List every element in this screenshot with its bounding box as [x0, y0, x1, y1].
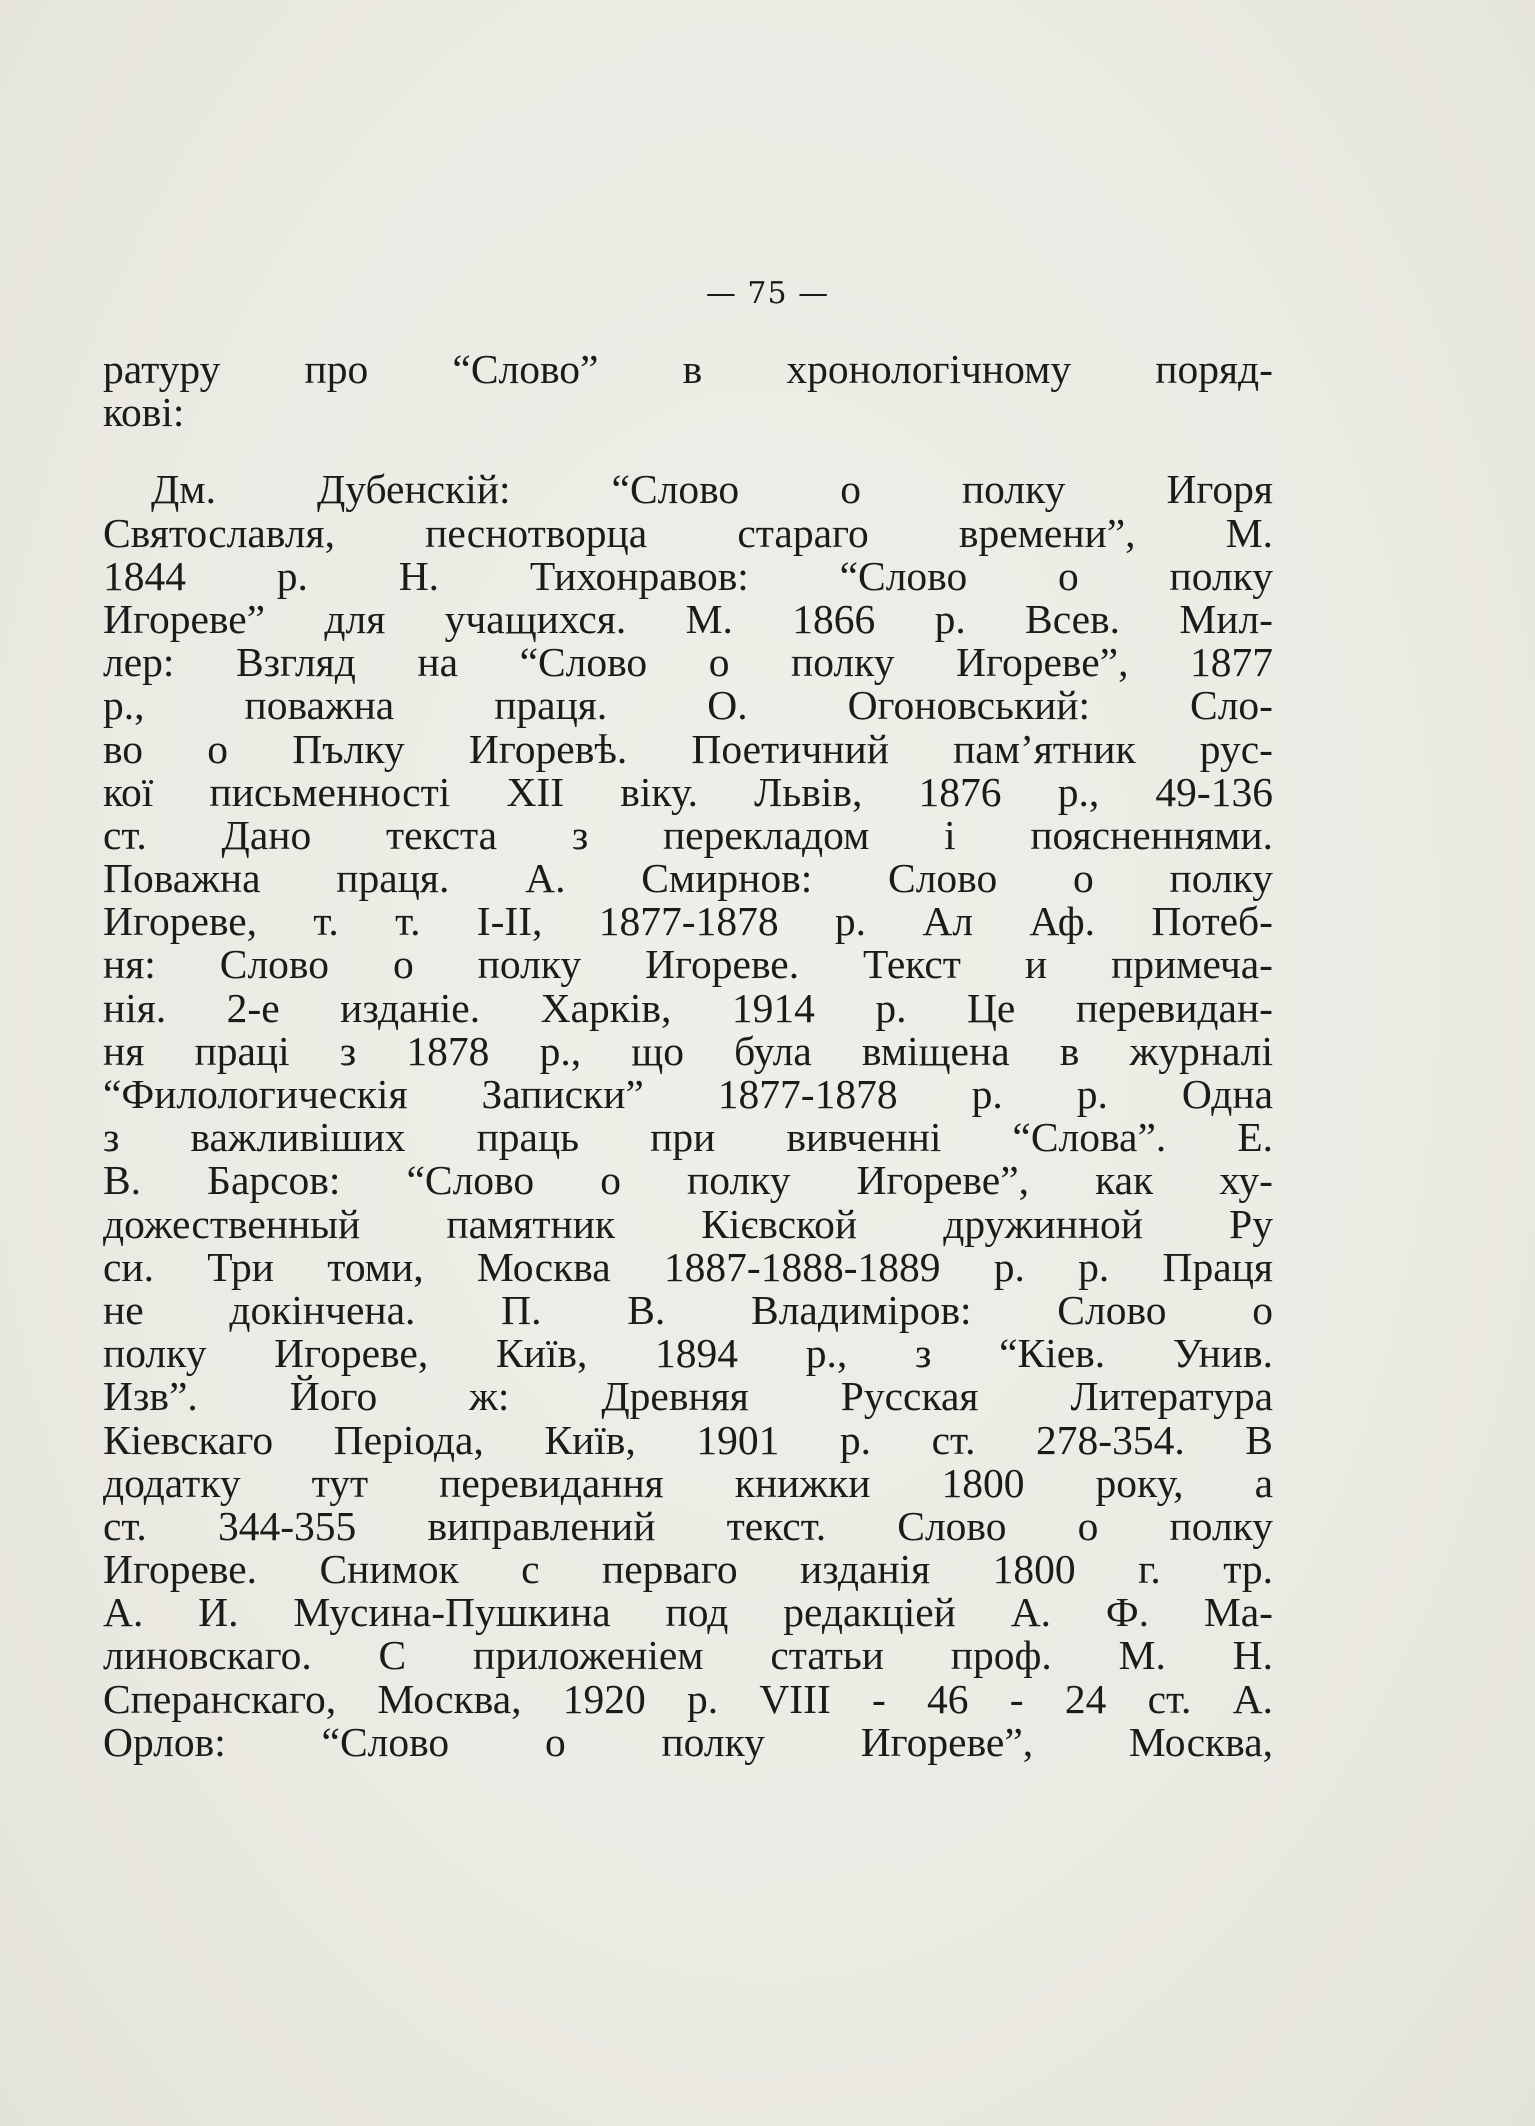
text-line: лер: Взгляд на “Слово о полку Игореве”, 1877	[103, 639, 1273, 686]
text-line: Орлов: “Слово о полку Игореве”, Москва,	[103, 1718, 1273, 1765]
text-line: В. Барсов: “Слово о полку Игореве”, как ху-	[103, 1157, 1273, 1204]
text-line: ратуру про “Слово” в хронологічному поряд-	[103, 346, 1273, 392]
text-line: “Филологическія Записки” 1877-1878 р. р. Одна	[103, 1071, 1273, 1117]
text-line: во о Пълку Игоревѣ. Поетичний пам’ятник рус-	[103, 725, 1273, 772]
text-line: линовскаго. С приложеніем статьи проф. М. Н.	[103, 1632, 1273, 1679]
text-line: Кіевскаго Періода, Київ, 1901 р. ст. 278-354. В	[103, 1416, 1273, 1463]
text-line: Игореве. Снимок с перваго изданія 1800 г. тр.	[103, 1546, 1273, 1593]
text-line: А. И. Мусина-Пушкина под редакціей А. Ф. Ма-	[103, 1589, 1273, 1636]
text-line: додатку тут перевидання книжки 1800 року, а	[103, 1459, 1273, 1506]
paragraph-gap	[103, 434, 1273, 468]
text-line-indented	[103, 468, 1273, 511]
text-line: дожественный памятник Кієвской дружинной Ру	[103, 1200, 1273, 1247]
text-line: Святославля, песнотворца стараго времени”, М.	[103, 509, 1273, 556]
text-line: ня: Слово о полку Игореве. Текст и примеча-	[103, 941, 1273, 988]
text-line: ня праці з 1878 р., що була вміщена в журналі	[103, 1027, 1273, 1074]
text-line: си. Три томи, Москва 1887-1888-1889 р. р. Праця	[103, 1243, 1273, 1290]
text-line: р., поважна праця. О. Огоновський: Сло-	[103, 682, 1273, 729]
text-line: кові:	[103, 389, 185, 436]
body-text	[103, 348, 1273, 1764]
text-line: не докінчена. П. В. Владиміров: Слово о	[103, 1286, 1273, 1333]
text-line: 1844 р. Н. Тихонравов: “Слово о полку	[103, 552, 1273, 599]
text-line: кої письменності XII віку. Львів, 1876 р., 49-136	[103, 768, 1273, 815]
text-line: Изв”. Його ж: Древняя Русская Литература	[103, 1373, 1273, 1420]
text-line: з важливіших праць при вивченні “Слова”. Е.	[103, 1114, 1273, 1161]
text-line: полку Игореве, Київ, 1894 р., з “Кіев. Унив.	[103, 1330, 1273, 1377]
text-line: нія. 2-е изданіе. Харків, 1914 р. Це перевидан-	[103, 984, 1273, 1031]
text-line: ст. 344-355 виправлений текст. Слово о полку	[103, 1502, 1273, 1549]
text-line: Игореве, т. т. I-II, 1877-1878 р. Ал Аф. Потеб-	[103, 898, 1273, 945]
text-line: ст. Дано текста з перекладом і поясненнями.	[103, 811, 1273, 858]
text-line: Игореве” для учащихся. М. 1866 р. Всев. Мил-	[103, 595, 1273, 642]
text-line-content: Дм. Дубенскій: “Слово о полку Игоря	[151, 466, 1273, 513]
page-number: — 75 —	[705, 276, 830, 311]
text-line: Поважна праця. А. Смирнов: Слово о полку	[103, 855, 1273, 902]
text-line: Сперанскаго, Москва, 1920 р. VIII - 46 - 24 ст. А.	[103, 1675, 1273, 1722]
